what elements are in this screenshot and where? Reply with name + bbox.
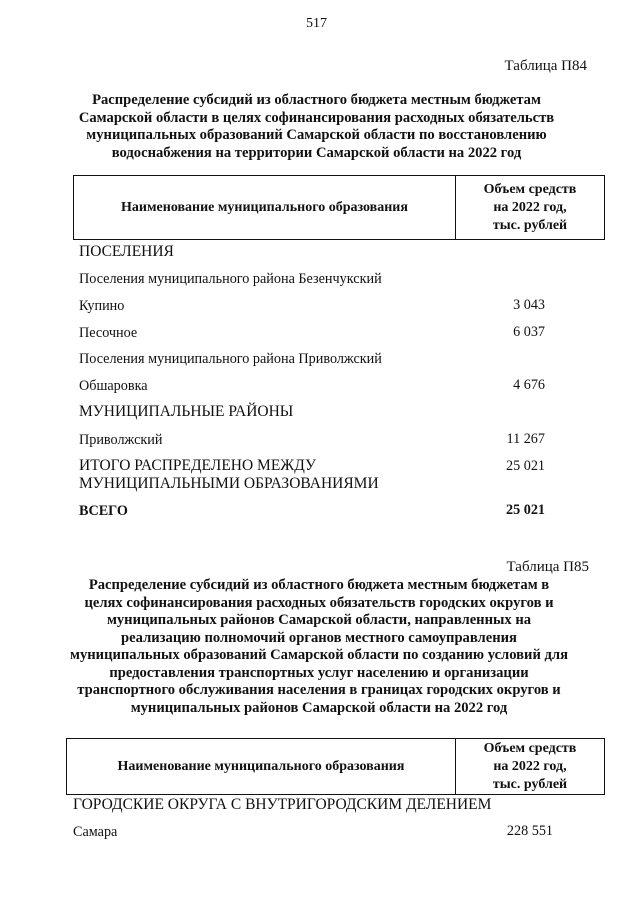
heading-line: транспортного обслуживания населения в границах городских округов и — [77, 682, 561, 698]
column-header-name: Наименование муниципального образования — [67, 739, 456, 794]
row-value: 4 676 — [513, 377, 545, 393]
table-p85-header — [66, 738, 605, 795]
group-label: Поселения муниципального района Приволжский — [79, 351, 382, 367]
total-label: ВСЕГО — [79, 503, 128, 519]
heading-line: реализацию полномочий органов местного самоуправления — [121, 629, 517, 646]
table-p84-heading — [40, 92, 593, 162]
row-name: Самара — [73, 824, 118, 840]
heading-line: целях софинансирования расходных обязательств городских округов и — [84, 594, 554, 611]
heading-line: предоставления транспортных услуг населению и организации — [109, 664, 529, 681]
column-header-name: Наименование муниципального образования — [74, 176, 456, 239]
heading-line: муниципальных районов Самарской области на 2022 год — [130, 699, 508, 716]
table-p85-label: Таблица П85 — [506, 559, 589, 575]
subtotal-label — [79, 457, 379, 493]
table-p84-header — [73, 175, 605, 240]
section-label: ГОРОДСКИЕ ОКРУГА С ВНУТРИГОРОДСКИМ ДЕЛЕНИЕМ — [73, 796, 492, 813]
header-amount-line: тыс. рублей — [492, 217, 568, 233]
heading-line: Распределение субсидий из областного бюджета местным бюджетам в — [88, 577, 550, 593]
row-name: Приволжский — [79, 432, 163, 448]
heading-line: Распределение субсидий из областного бюджета местным бюджетам — [92, 92, 541, 108]
row-value: 228 551 — [506, 823, 553, 839]
header-amount-line: на 2022 год, — [493, 758, 567, 774]
subtotal-value: 25 021 — [505, 458, 545, 474]
table-p85-heading — [36, 577, 602, 717]
row-value: 11 267 — [506, 431, 545, 447]
total-value: 25 021 — [505, 502, 545, 518]
row-value: 3 043 — [513, 297, 545, 313]
section-label: МУНИЦИПАЛЬНЫЕ РАЙОНЫ — [79, 403, 294, 420]
column-header-amount — [456, 739, 604, 794]
heading-line: муниципальных образований Самарской области по восстановлению — [86, 127, 547, 143]
row-name: Обшаровка — [79, 378, 148, 394]
heading-line: водоснабжения на территории Самарской области на 2022 год — [111, 144, 522, 161]
section-label: ПОСЕЛЕНИЯ — [79, 243, 174, 260]
row-name: Купино — [79, 298, 125, 314]
heading-line: муниципальных районов Самарской области, направленных на — [106, 612, 532, 628]
subtotal-label-line: ИТОГО РАСПРЕДЕЛЕНО МЕЖДУ — [79, 457, 316, 474]
row-value: 6 037 — [513, 324, 545, 340]
header-amount-line: тыс. рублей — [492, 776, 568, 792]
header-amount-line: Объем средств — [483, 740, 577, 756]
page-number: 517 — [306, 16, 327, 31]
group-label: Поселения муниципального района Безенчукский — [79, 271, 382, 287]
heading-line: Самарской области в целях софинансирования расходных обязательств — [78, 109, 555, 126]
subtotal-label-line: МУНИЦИПАЛЬНЫМИ ОБРАЗОВАНИЯМИ — [79, 475, 379, 492]
table-p84-label: Таблица П84 — [504, 58, 587, 74]
row-name: Песочное — [79, 325, 138, 341]
heading-line: муниципальных образований Самарской области по созданию условий для — [70, 647, 568, 663]
header-amount-line: Объем средств — [483, 181, 577, 197]
header-amount-line: на 2022 год, — [493, 199, 567, 215]
column-header-amount — [456, 176, 604, 239]
